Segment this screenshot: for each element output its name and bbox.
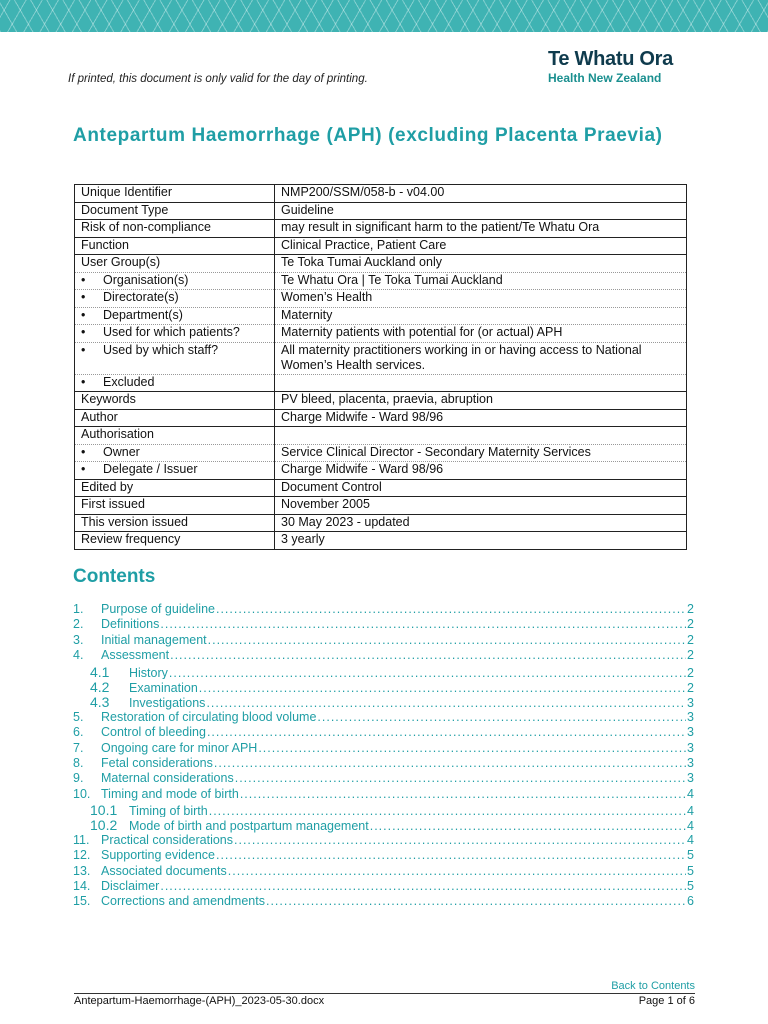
- metadata-value: Te Whatu Ora | Te Toka Tumai Auckland: [275, 272, 687, 290]
- toc-leader-dots: [216, 602, 686, 616]
- toc-leader-dots: [170, 648, 686, 662]
- bullet-icon: •: [81, 290, 86, 304]
- metadata-row: [75, 185, 687, 203]
- metadata-label: [75, 342, 275, 374]
- metadata-row: [75, 237, 687, 255]
- toc-entry-title: Mode of birth and postpartum management: [129, 819, 369, 833]
- bullet-icon: •: [81, 374, 86, 389]
- toc-entry-number: 4.3: [90, 694, 110, 710]
- footer-filename: Antepartum-Haemorrhage-(APH)_2023-05-30.docx: [74, 995, 325, 1007]
- toc-entry[interactable]: [73, 817, 694, 832]
- document-title: Antepartum Haemorrhage (APH) (excluding Placenta Praevia): [73, 125, 663, 146]
- metadata-label: [75, 202, 275, 220]
- toc-entry[interactable]: [73, 894, 694, 909]
- toc-entry-page: 2: [687, 648, 694, 663]
- toc-leader-dots: [169, 666, 686, 679]
- back-to-contents-link[interactable]: Back to Contents: [611, 980, 695, 992]
- metadata-row: [75, 532, 687, 550]
- metadata-value: Clinical Practice, Patient Care: [275, 237, 687, 255]
- metadata-label: [75, 409, 275, 427]
- metadata-label: [75, 427, 275, 445]
- metadata-value: Guideline: [275, 202, 687, 220]
- toc-entry-title: Associated documents: [101, 863, 227, 878]
- toc-entry-title: Corrections and amendments: [101, 894, 265, 909]
- toc-entry[interactable]: [73, 725, 694, 740]
- toc-entry-page: 6: [687, 894, 694, 909]
- metadata-row: [75, 444, 687, 462]
- metadata-label-text: Delegate / Issuer: [103, 462, 198, 476]
- toc-entry-number: 12.: [73, 848, 91, 863]
- document-metadata-table: [74, 184, 687, 550]
- metadata-row: [75, 497, 687, 515]
- toc-entry-title: Fetal considerations: [101, 755, 213, 770]
- toc-entry-title: Supporting evidence: [101, 848, 215, 863]
- toc-entry-number: 2.: [73, 617, 84, 632]
- metadata-value: All maternity practitioners working in or having access to National Women’s Health services.: [275, 342, 687, 374]
- toc-entry-number: 6.: [73, 725, 84, 740]
- toc-entry[interactable]: [73, 787, 694, 802]
- toc-entry-number: 9.: [73, 771, 84, 786]
- toc-entry[interactable]: [73, 648, 694, 663]
- bullet-icon: •: [81, 342, 86, 357]
- metadata-label-text: Risk of non-compliance: [81, 220, 211, 234]
- metadata-value: Charge Midwife - Ward 98/96: [275, 409, 687, 427]
- metadata-row: [75, 290, 687, 308]
- metadata-label: [75, 220, 275, 238]
- toc-leader-dots: [234, 833, 686, 847]
- toc-entry-title: Timing and mode of birth: [101, 786, 239, 801]
- metadata-value: 30 May 2023 - updated: [275, 514, 687, 532]
- toc-entry[interactable]: [73, 848, 694, 863]
- toc-leader-dots: [370, 819, 686, 832]
- footer-page-number: Page 1 of 6: [638, 995, 695, 1007]
- bullet-icon: •: [81, 444, 86, 459]
- toc-entry-number: 8.: [73, 755, 84, 770]
- toc-entry-number: 5.: [73, 709, 84, 724]
- toc-entry[interactable]: [73, 602, 694, 617]
- toc-entry-number: 1.: [73, 602, 84, 616]
- toc-entry-number: 4.2: [90, 678, 110, 695]
- metadata-value: NMP200/SSM/058-b - v04.00: [275, 185, 687, 203]
- bullet-icon: •: [81, 307, 86, 322]
- toc-entry-page: 4: [687, 804, 694, 818]
- metadata-row: [75, 342, 687, 374]
- metadata-label: [75, 479, 275, 497]
- metadata-label-text: Review frequency: [81, 532, 181, 546]
- toc-entry-page: 5: [687, 879, 694, 894]
- toc-entry[interactable]: [73, 694, 694, 709]
- toc-leader-dots: [207, 725, 686, 739]
- toc-leader-dots: [317, 710, 686, 724]
- toc-entry-number: 10.1: [90, 802, 118, 818]
- toc-entry-number: 4.1: [90, 663, 110, 679]
- metadata-label-text: Excluded: [103, 374, 155, 389]
- toc-entry[interactable]: [73, 833, 694, 848]
- toc-entry-title: Initial management: [101, 632, 207, 647]
- toc-entry-title: Maternal considerations: [101, 771, 234, 786]
- bullet-icon: •: [81, 325, 86, 339]
- metadata-value: PV bleed, placenta, praevia, abruption: [275, 392, 687, 410]
- metadata-label: [75, 392, 275, 410]
- toc-entry-page: 2: [687, 617, 694, 632]
- toc-entry[interactable]: [73, 617, 694, 632]
- toc-entry-title: Investigations: [129, 696, 206, 710]
- logo-main-text: Te Whatu Ora: [548, 48, 673, 70]
- table-of-contents: [73, 602, 694, 910]
- toc-leader-dots: [266, 894, 686, 908]
- toc-leader-dots: [160, 879, 686, 893]
- toc-entry-page: 4: [687, 832, 694, 847]
- toc-leader-dots: [235, 771, 686, 785]
- toc-entry-number: 10.2: [90, 817, 118, 833]
- metadata-label: [75, 290, 275, 308]
- metadata-label-text: Author: [81, 409, 118, 424]
- toc-entry-page: 4: [687, 786, 694, 801]
- metadata-value: [275, 427, 687, 445]
- toc-leader-dots: [160, 617, 686, 631]
- toc-entry[interactable]: [73, 633, 694, 648]
- toc-entry[interactable]: [73, 771, 694, 786]
- metadata-row: [75, 427, 687, 445]
- metadata-value: Maternity patients with potential for (or actual) APH: [275, 325, 687, 343]
- toc-entry-page: 4: [687, 819, 694, 833]
- metadata-value: 3 yearly: [275, 532, 687, 550]
- metadata-label-text: Unique Identifier: [81, 185, 173, 199]
- metadata-label-text: Document Type: [81, 202, 169, 217]
- toc-entry-page: 2: [687, 680, 694, 695]
- metadata-row: [75, 202, 687, 220]
- metadata-label: [75, 325, 275, 343]
- metadata-label-text: Used by which staff?: [103, 342, 219, 357]
- metadata-label: [75, 532, 275, 550]
- te-whatu-ora-logo: [548, 48, 718, 85]
- toc-entry[interactable]: [73, 802, 694, 817]
- toc-entry-page: 3: [687, 725, 694, 740]
- toc-entry-number: 14.: [73, 879, 91, 894]
- metadata-label-text: Directorate(s): [103, 290, 179, 304]
- metadata-label-text: User Group(s): [81, 255, 161, 269]
- toc-leader-dots: [214, 756, 686, 770]
- toc-leader-dots: [216, 848, 686, 862]
- toc-entry-page: 2: [687, 602, 694, 616]
- metadata-label: [75, 497, 275, 515]
- metadata-value: [275, 374, 687, 392]
- toc-entry-page: 3: [687, 696, 694, 710]
- toc-leader-dots: [258, 741, 686, 755]
- toc-entry-page: 2: [687, 632, 694, 647]
- toc-leader-dots: [209, 804, 686, 817]
- metadata-label: [75, 307, 275, 325]
- header-pattern-banner: [0, 0, 768, 32]
- toc-entry-title: Disclaimer: [101, 879, 160, 894]
- footer-divider: [74, 993, 695, 994]
- metadata-row: [75, 409, 687, 427]
- metadata-value: may result in significant harm to the patient/Te Whatu Ora: [275, 220, 687, 238]
- toc-entry-title: History: [129, 665, 168, 679]
- metadata-row: [75, 220, 687, 238]
- metadata-row: [75, 307, 687, 325]
- toc-entry-number: 15.: [73, 894, 91, 909]
- toc-entry-page: 5: [687, 848, 694, 863]
- metadata-label-text: Department(s): [103, 307, 183, 322]
- metadata-value: November 2005: [275, 497, 687, 515]
- metadata-row: [75, 514, 687, 532]
- toc-entry[interactable]: [73, 679, 694, 694]
- metadata-label-text: Keywords: [81, 392, 136, 406]
- toc-leader-dots: [206, 696, 686, 709]
- metadata-value: Women’s Health: [275, 290, 687, 308]
- toc-entry[interactable]: [73, 664, 694, 679]
- metadata-value: Maternity: [275, 307, 687, 325]
- metadata-label-text: Organisation(s): [103, 272, 189, 287]
- metadata-label: [75, 272, 275, 290]
- metadata-label-text: Edited by: [81, 479, 134, 494]
- metadata-label: [75, 462, 275, 480]
- metadata-label-text: This version issued: [81, 514, 188, 529]
- toc-entry-page: 3: [687, 755, 694, 770]
- toc-entry[interactable]: [73, 710, 694, 725]
- toc-entry-title: Assessment: [101, 648, 170, 663]
- contents-heading: Contents: [73, 566, 156, 587]
- metadata-row: [75, 255, 687, 273]
- metadata-value: Service Clinical Director - Secondary Maternity Services: [275, 444, 687, 462]
- metadata-row: [75, 325, 687, 343]
- metadata-value: Document Control: [275, 479, 687, 497]
- toc-entry-page: 3: [687, 709, 694, 724]
- toc-entry-title: Restoration of circulating blood volume: [101, 709, 317, 724]
- metadata-label: [75, 237, 275, 255]
- metadata-row: [75, 392, 687, 410]
- metadata-value: Te Toka Tumai Auckland only: [275, 255, 687, 273]
- toc-entry[interactable]: [73, 879, 694, 894]
- toc-entry-page: 3: [687, 740, 694, 755]
- toc-entry-page: 2: [687, 665, 694, 679]
- metadata-label: [75, 255, 275, 273]
- metadata-row: [75, 374, 687, 392]
- toc-entry-title: Practical considerations: [101, 832, 234, 847]
- toc-entry-title: Control of bleeding: [101, 725, 206, 740]
- toc-entry-title: Ongoing care for minor APH: [101, 740, 258, 755]
- toc-leader-dots: [228, 864, 686, 878]
- toc-entry-page: 5: [687, 863, 694, 878]
- toc-entry-number: 3.: [73, 632, 84, 647]
- print-validity-note: If printed, this document is only valid for the day of printing.: [68, 73, 368, 85]
- toc-entry[interactable]: [73, 864, 694, 879]
- logo-sub-text: Health New Zealand: [548, 71, 662, 85]
- toc-leader-dots: [240, 787, 686, 801]
- toc-entry-title: Timing of birth: [129, 804, 208, 818]
- toc-entry-title: Purpose of guideline: [101, 602, 215, 616]
- metadata-row: [75, 479, 687, 497]
- metadata-label-text: First issued: [81, 497, 145, 511]
- toc-entry-page: 3: [687, 771, 694, 786]
- toc-leader-dots: [199, 681, 686, 694]
- metadata-label: [75, 514, 275, 532]
- toc-entry-title: Definitions: [101, 617, 160, 632]
- metadata-row: [75, 462, 687, 480]
- metadata-label-text: Used for which patients?: [103, 325, 240, 339]
- toc-entry[interactable]: [73, 741, 694, 756]
- metadata-label: [75, 185, 275, 203]
- metadata-row: [75, 272, 687, 290]
- toc-entry-number: 4.: [73, 648, 84, 663]
- toc-leader-dots: [208, 633, 686, 647]
- toc-entry-title: Examination: [129, 680, 198, 695]
- toc-entry[interactable]: [73, 756, 694, 771]
- metadata-label-text: Authorisation: [81, 427, 154, 441]
- metadata-label-text: Function: [81, 237, 129, 252]
- toc-entry-number: 7.: [73, 740, 84, 755]
- toc-entry-number: 11.: [73, 832, 90, 847]
- metadata-value: Charge Midwife - Ward 98/96: [275, 462, 687, 480]
- toc-entry-number: 10.: [73, 786, 91, 801]
- bullet-icon: •: [81, 272, 86, 287]
- metadata-label-text: Owner: [103, 444, 140, 459]
- metadata-label: [75, 374, 275, 392]
- metadata-label: [75, 444, 275, 462]
- bullet-icon: •: [81, 462, 86, 476]
- toc-entry-number: 13.: [73, 863, 91, 878]
